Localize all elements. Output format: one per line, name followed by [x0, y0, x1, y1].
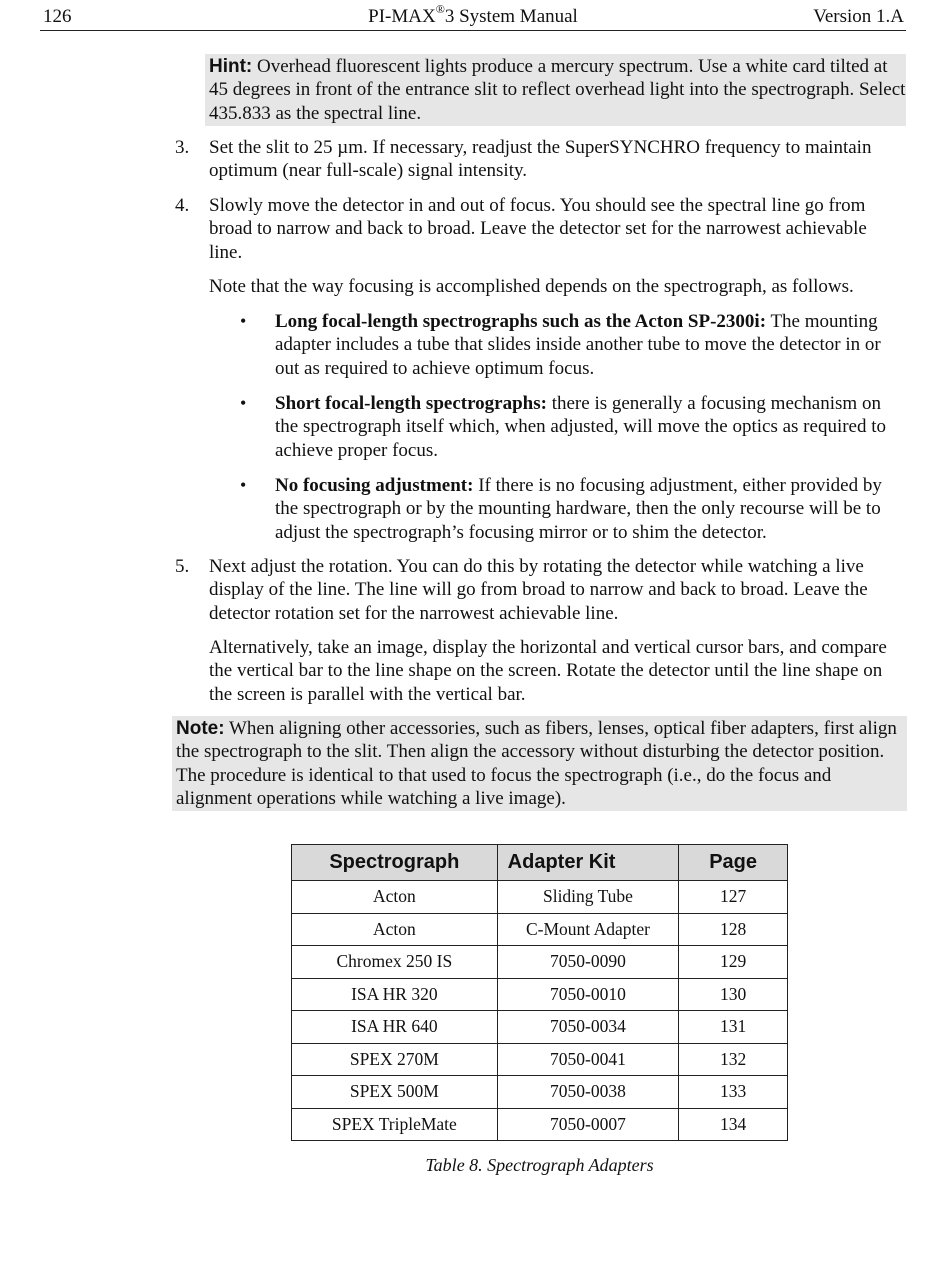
table-cell: 127 — [679, 881, 788, 914]
registered-mark: ® — [435, 1, 445, 16]
page-number: 126 — [43, 6, 72, 27]
bullet-icon: • — [240, 475, 247, 495]
table-cell: 7050-0090 — [497, 946, 679, 979]
hint-text: Overhead fluorescent lights produce a mercury spectrum. Use a white card tilted at 45 degrees in front of the entrance slit to reflect overhead light into the spectrograph. Select 435.833 as the spectral line. — [209, 56, 906, 124]
table-cell: 134 — [679, 1108, 788, 1141]
bullet-icon: • — [240, 311, 247, 331]
table-caption: Table 8. Spectrograph Adapters — [425, 1155, 654, 1175]
table-row — [292, 1076, 788, 1109]
column-header: Spectrograph — [292, 845, 498, 881]
table-cell: 130 — [679, 978, 788, 1011]
step-5-text: Next adjust the rotation. You can do this by rotating the detector while watching a live display of the line. The line will go from broad to narrow and back to broad. Leave the detector rotation set for the narrowest achievable line. — [209, 556, 868, 624]
version-label: Version 1.A — [813, 6, 904, 27]
step-number: 5. — [175, 556, 190, 577]
table-row — [292, 1043, 788, 1076]
step-number: 4. — [175, 195, 190, 216]
table-cell: 7050-0038 — [497, 1076, 679, 1109]
note-box — [172, 716, 907, 811]
alternative-paragraph: Alternatively, take an image, display the horizontal and vertical cursor bars, and compare the vertical bar to the line shape on the screen. Rotate the detector until the line shape on the screen is parallel with the vertical bar. — [209, 637, 887, 705]
note-label: Note: — [176, 718, 225, 739]
hint-label: Hint: — [209, 56, 253, 77]
table-cell: Acton — [292, 913, 498, 946]
table-cell: Chromex 250 IS — [292, 946, 498, 979]
step-4-text: Slowly move the detector in and out of focus. You should see the spectral line go from broad to narrow and back to broad. Leave the detector set for the narrowest achievable line. — [209, 195, 867, 263]
bullet-item: No focusing adjustment: If there is no focusing adjustment, either provided by the spectrograph or by the mounting hardware, then the only recourse will be to adjust the spectrograph’s focusing mirror or to shim the detector. — [275, 475, 882, 543]
table-row — [292, 1108, 788, 1141]
table-row — [292, 946, 788, 979]
table-cell: 7050-0007 — [497, 1108, 679, 1141]
column-header: Page — [679, 845, 788, 881]
hint-box — [205, 54, 906, 126]
bullet-item: Long focal-length spectrographs such as the Acton SP-2300i: The mounting adapter includes a tube that slides inside another tube to move the detector in or out as required to achieve optimum focus. — [275, 311, 881, 379]
page-header — [40, 1, 906, 31]
manual-title: PI-MAX®3 System Manual — [368, 1, 578, 27]
table-cell: SPEX 270M — [292, 1043, 498, 1076]
table-cell: 128 — [679, 913, 788, 946]
table-row — [292, 913, 788, 946]
bullet-item: Short focal-length spectrographs: there is generally a focusing mechanism on the spectrograph itself which, when adjusted, will move the optics as required to achieve proper focus. — [275, 393, 887, 461]
bullet-icon: • — [240, 393, 247, 413]
table-cell: ISA HR 640 — [292, 1011, 498, 1044]
step-number: 3. — [175, 137, 190, 158]
table-cell: 133 — [679, 1076, 788, 1109]
table-cell: 7050-0041 — [497, 1043, 679, 1076]
table-cell: Acton — [292, 881, 498, 914]
table-cell: 7050-0010 — [497, 978, 679, 1011]
note-text: When aligning other accessories, such as fibers, lenses, optical fiber adapters, first align the spectrograph to the slit. Then align the accessory without disturbing the detector position. The procedure is identical to that used to focus the spectrograph (i.e., do the focus and alignment operations while watching a live image). — [176, 718, 897, 809]
table-row — [292, 1011, 788, 1044]
column-header: Adapter Kit — [497, 845, 679, 881]
table-cell: 132 — [679, 1043, 788, 1076]
table-cell: 129 — [679, 946, 788, 979]
table-header-row — [292, 845, 788, 881]
table-cell: ISA HR 320 — [292, 978, 498, 1011]
focus-intro: Note that the way focusing is accomplished depends on the spectrograph, as follows. — [209, 276, 854, 297]
step-3-text: Set the slit to 25 µm. If necessary, readjust the SuperSYNCHRO frequency to maintain optimum (near full-scale) signal intensity. — [209, 137, 872, 182]
table-row — [292, 978, 788, 1011]
table-cell: SPEX 500M — [292, 1076, 498, 1109]
table-cell: SPEX TripleMate — [292, 1108, 498, 1141]
table-cell: 131 — [679, 1011, 788, 1044]
table-cell: 7050-0034 — [497, 1011, 679, 1044]
table-row — [292, 881, 788, 914]
table-cell: Sliding Tube — [497, 881, 679, 914]
spectrograph-adapters-table — [291, 844, 788, 1141]
table-cell: C-Mount Adapter — [497, 913, 679, 946]
